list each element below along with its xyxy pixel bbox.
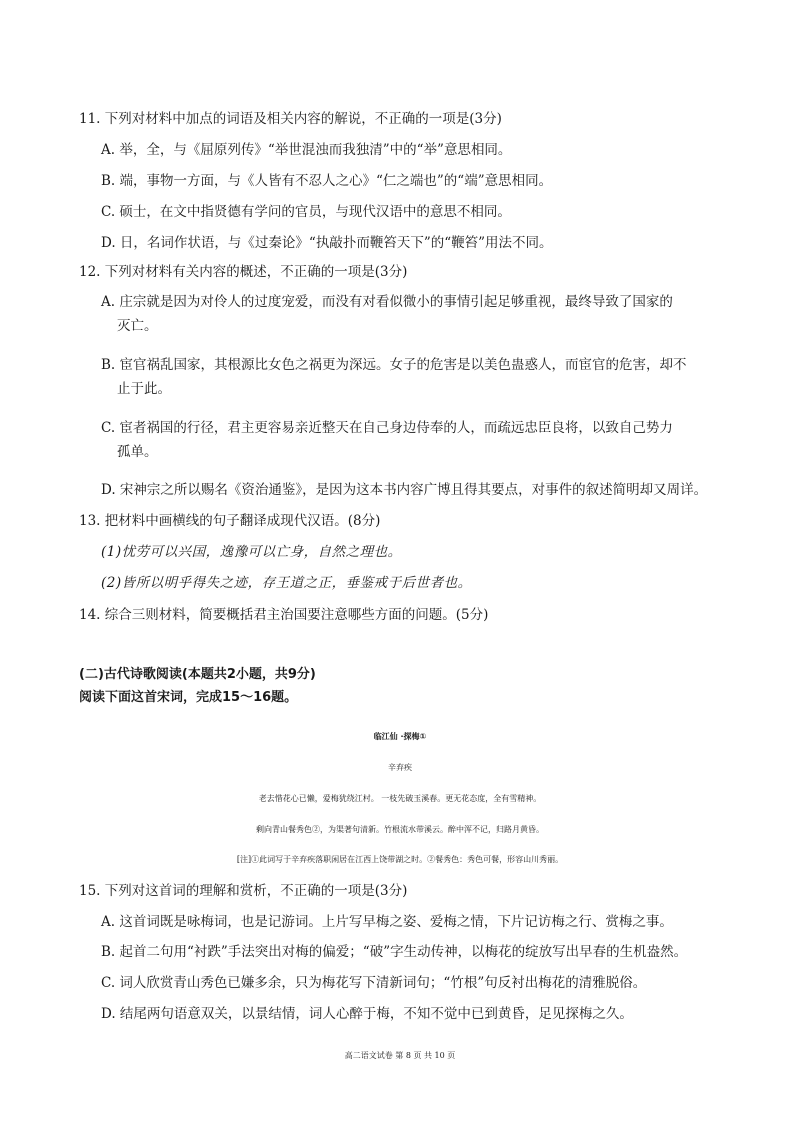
poem-note: [注]①此词写于辛弃疾落职闲居在江西上饶带湖之时。②餐秀色：秀色可餐，形容山川秀丽。 [236, 855, 564, 864]
q13-stem: 13. 把材料中画横线的句子翻译成现代汉语。(8分) [79, 513, 381, 529]
poem-line-2: 剩向青山餐秀色②，为渠著句清新。竹根流水带溪云。醉中浑不记，归路月黄昏。 [256, 825, 544, 834]
q15-option-a: A. 这首词既是咏梅词，也是记游词。上片写早梅之姿、爱梅之情，下片记访梅之行、赏梅之事。 [101, 914, 673, 930]
q14-stem: 14. 综合三则材料，简要概括君主治国要注意哪些方面的问题。(5分) [79, 607, 489, 623]
q12-option-a: A. 庄宗就是因为对伶人的过度宠爱，而没有对看似微小的事情引起足够重视，最终导致了国家的 [101, 294, 673, 310]
q12-option-d: D. 宋神宗之所以赐名《资治通鉴》，是因为这本书内容广博且得其要点，对事件的叙述简明却又周详。 [101, 482, 708, 498]
q12-option-a-continued: 灭亡。 [117, 318, 158, 334]
q13-sentence-2: (2)皆所以明乎得失之迹，存王道之正，垂鉴戒于后世者也。 [101, 575, 472, 591]
q12-option-b-continued: 止于此。 [117, 381, 171, 397]
q11-option-c: C. 硕士，在文中指贤德有学问的官员，与现代汉语中的意思不相同。 [101, 204, 511, 220]
poem-line-1: 老去惜花心已懒，爱梅犹绕江村。 一枝先破玉溪春。更无花态度，全有雪精神。 [258, 794, 542, 803]
q15-option-b: B. 起首二句用“衬跌”手法突出对梅的偏爱；“破”字生动传神，以梅花的绽放写出早春的生机盎然。 [101, 944, 688, 960]
q12-option-c-continued: 孤单。 [117, 444, 158, 460]
section-instruction: 阅读下面这首宋词，完成15～16题。 [79, 690, 298, 705]
q11-option-a: A. 举，全，与《屈原列传》“举世混浊而我独清”中的“举”意思相同。 [101, 142, 512, 158]
q11-stem: 11. 下列对材料中加点的词语及相关内容的解说，不正确的一项是(3分) [79, 111, 502, 127]
poem-author: 辛弃疾 [388, 763, 412, 772]
page-footer: 高二语文试卷 第 8 页 共 10 页 [344, 1051, 456, 1060]
q12-option-c: C. 宦者祸国的行径，君主更容易亲近整天在自己身边侍奉的人，而疏远忠臣良将，以致自己势力 [101, 420, 673, 436]
section-heading: (二)古代诗歌阅读(本题共2小题，共9分) [79, 667, 316, 682]
q11-option-d: D. 日，名词作状语，与《过秦论》“执敲扑而鞭笞天下”的“鞭笞”用法不同。 [101, 235, 553, 251]
q15-stem: 15. 下列对这首词的理解和赏析，不正确的一项是(3分) [79, 883, 408, 899]
q15-option-d: D. 结尾两句语意双关，以景结情，词人心醉于梅，不知不觉中已到黄昏，足见探梅之久。 [101, 1006, 633, 1022]
q11-option-b: B. 端，事物一方面，与《人皆有不忍人之心》“仁之端也”的“端”意思相同。 [101, 173, 553, 189]
q12-option-b: B. 宦官祸乱国家，其根源比女色之祸更为深远。女子的危害是以美色蛊惑人，而宦官的危害，却不 [101, 357, 687, 373]
q15-option-c: C. 词人欣赏青山秀色已嫌多余，只为梅花写下清新词句；“竹根”句反衬出梅花的清雅脱俗。 [101, 975, 647, 991]
q13-sentence-1: (1)忧劳可以兴国，逸豫可以亡身，自然之理也。 [101, 544, 402, 560]
poem-title: 临江仙 ·探梅① [373, 732, 427, 741]
q12-stem: 12. 下列对材料有关内容的概述，不正确的一项是(3分) [79, 264, 408, 280]
